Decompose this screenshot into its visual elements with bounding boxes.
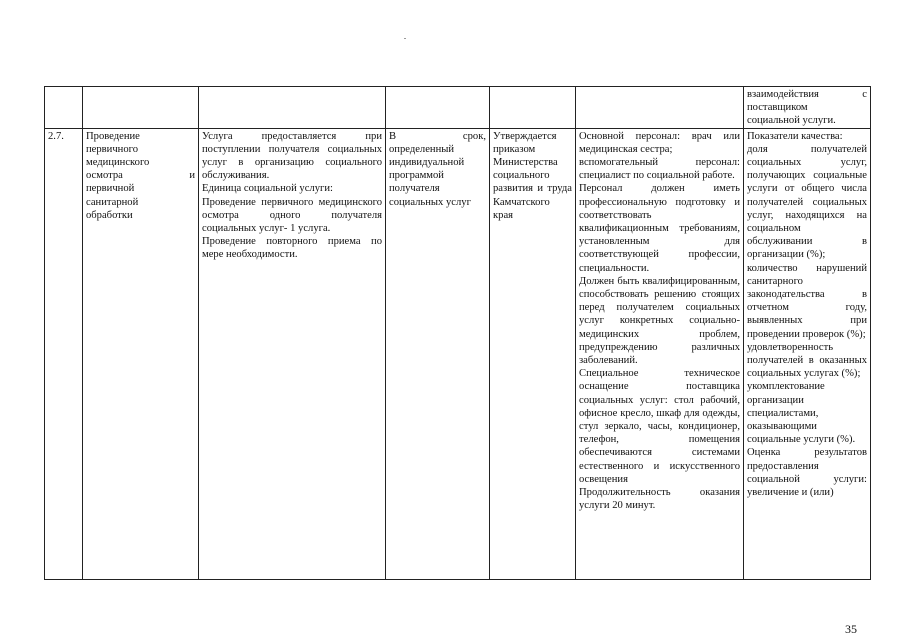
description-paragraph: Единица социальной услуги: (202, 183, 333, 195)
quality-paragraph: Оценка результатов предоставления социальной услуги: увеличение и (или) (747, 447, 867, 499)
services-table (44, 86, 871, 580)
quality-paragraph: Показатели качества: (747, 130, 843, 142)
row-number: 2.7. (48, 130, 64, 142)
cell-service-description (199, 128, 386, 579)
term-text: В срок, определенный индивидуальной программой получателя социальных услуг (389, 130, 486, 208)
cell-quality-continued (744, 87, 871, 129)
cell-conditions (576, 128, 744, 579)
description-paragraph: Проведение первичного медицинского осмотра одного получателя социальных услуг- 1 услуга. (202, 196, 382, 235)
conditions-paragraph: Персонал должен иметь профессиональную подготовку и соответствовать квалификационным требованиям, установленным для соответствующей профессии, специальности. (579, 183, 740, 274)
quality-paragraph: укомплектование организации специалистами, оказывающими социальные услуги (%). (747, 381, 856, 446)
service-name-line: осмотра и (86, 170, 195, 182)
approval-text: Утверждается приказом Министерства социального развития и труда Камчатского края (493, 130, 572, 221)
table-row-2-7 (45, 128, 871, 579)
conditions-paragraph: Продолжительность оказания услуги 20 минут. (579, 487, 740, 512)
service-name-line: медицинского (86, 157, 150, 169)
quality-continued-line3: социальной услуги. (747, 115, 836, 127)
cell-approval-empty (490, 87, 576, 129)
table-row-continuation (45, 87, 871, 129)
cell-name-empty (83, 87, 199, 129)
quality-paragraph: доля получателей социальных услуг, получающих социальные услуги от общего числа получателей социальных услуг, находящихся на социальном обслуживании в организации (%); (747, 143, 867, 261)
quality-paragraph: удовлетворенность получателей в оказанных социальных услугах (%); (747, 341, 867, 380)
conditions-paragraph: Должен быть квалифицированным, способствовать решению стоящих перед получателем социальных услуг конкретных социально-медицинских проблем, предупреждению различных заболеваний. (579, 275, 740, 367)
service-name-line: обработки (86, 209, 133, 221)
cell-num-empty (45, 87, 83, 129)
quality-continued-line1: взаимодействия с (747, 89, 867, 100)
cell-service-name (83, 128, 199, 579)
conditions-paragraph: Основной персонал: врач или медицинская сестра; (579, 130, 740, 155)
cell-approval (490, 128, 576, 579)
service-name-line: санитарной (86, 196, 139, 208)
scan-speck (404, 38, 406, 39)
service-name-line: Проведение (86, 130, 140, 142)
quality-paragraph: количество нарушений санитарного законодательства в отчетном году, выявленных при проведении проверок (%); (747, 262, 867, 340)
description-paragraph: Проведение повторного приема по мере необходимости. (202, 236, 382, 261)
service-name-line: первичной (86, 183, 135, 195)
cell-conditions-empty (576, 87, 744, 129)
service-name-line: первичного (86, 143, 139, 155)
page-number: 35 (845, 622, 857, 636)
cell-term (386, 128, 490, 579)
conditions-paragraph: вспомогательный персонал: специалист по социальной работе. (579, 157, 740, 182)
description-paragraph: Услуга предоставляется при поступлении получателя социальных услуг в организацию социального обслуживания. (202, 130, 382, 182)
cell-description-empty (199, 87, 386, 129)
quality-continued-line2: поставщиком (747, 102, 808, 114)
cell-term-empty (386, 87, 490, 129)
conditions-paragraph: Специальное техническое оснащение поставщика социальных услуг: стол рабочий, офисное кресло, шкаф для одежды, стул зеркало, часы, кондиционер, телефон, помещения обеспечиваются системами естественного и искусственного освещения (579, 368, 740, 485)
cell-row-number (45, 128, 83, 579)
cell-quality-indicators (744, 128, 871, 579)
